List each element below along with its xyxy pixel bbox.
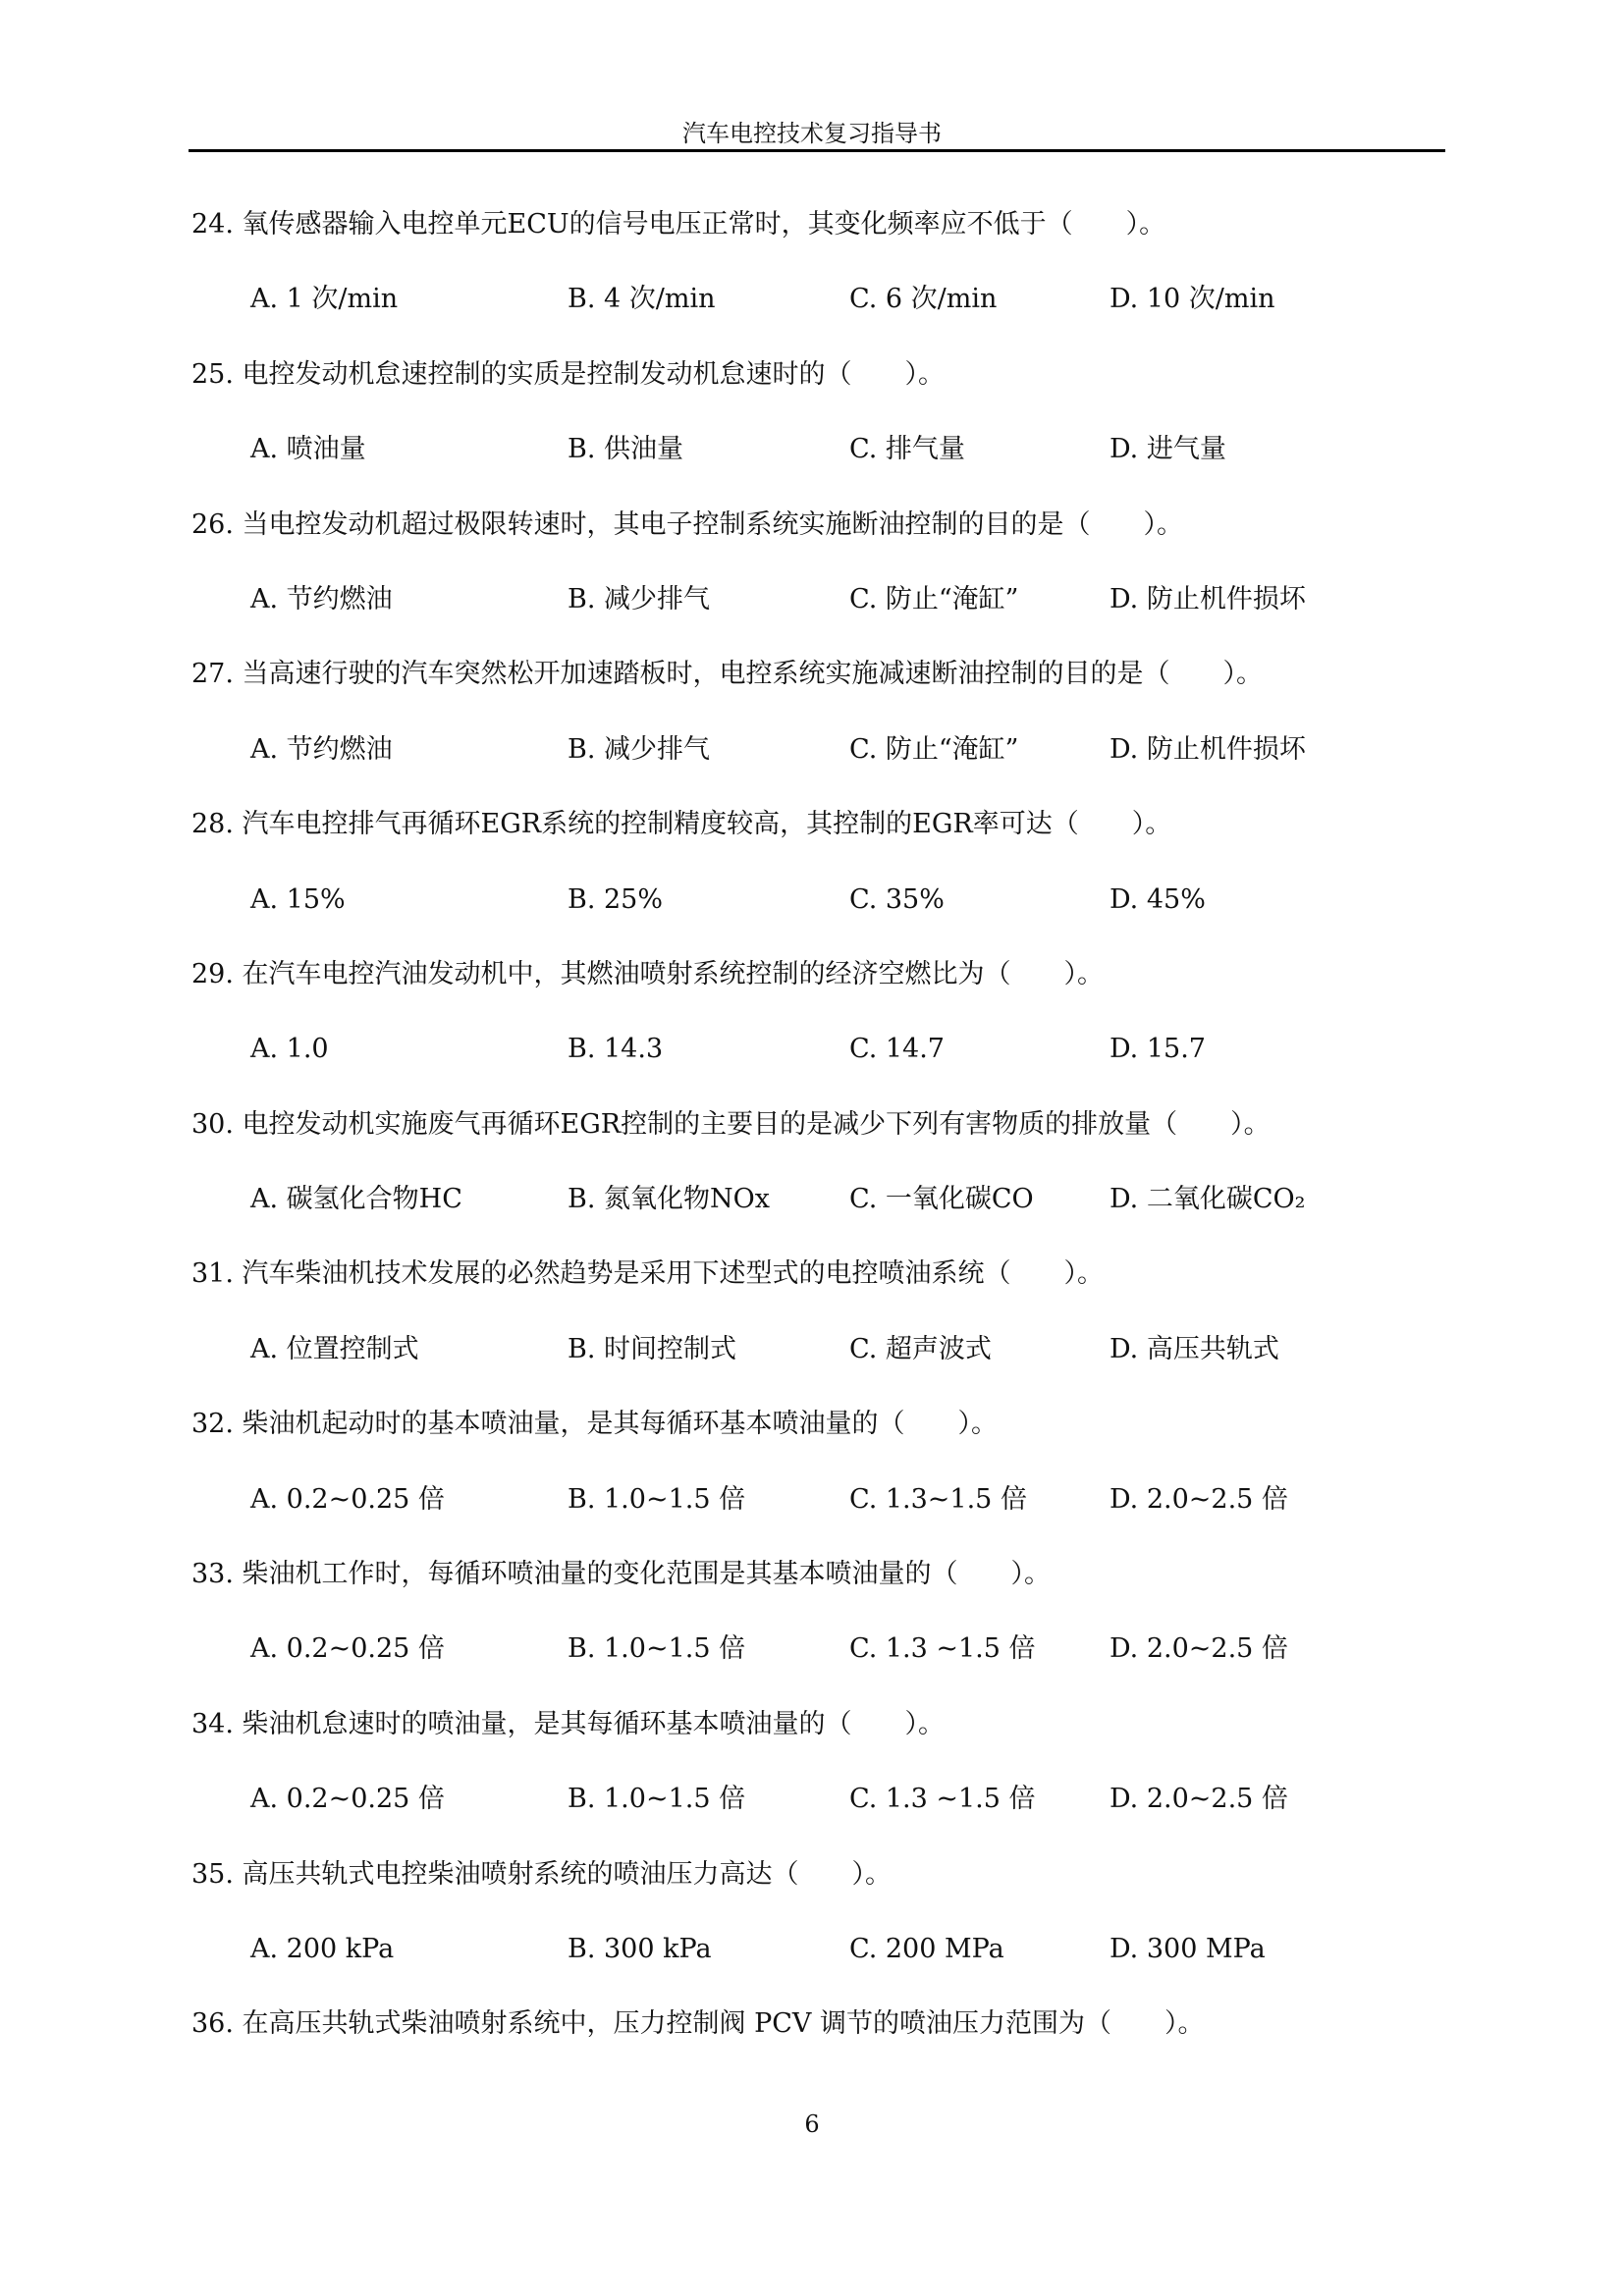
option-d: D. 300 MPa	[1110, 1933, 1266, 1964]
option-d: D. 防止机件损坏	[1110, 583, 1306, 614]
option-a: A. 0.2~0.25 倍	[250, 1784, 445, 1815]
option-d: D. 45%	[1110, 883, 1206, 915]
option-c: C. 1.3 ~1.5 倍	[849, 1784, 1036, 1815]
question-text: 25. 电控发动机怠速控制的实质是控制发动机怠速时的（ ）。	[191, 358, 946, 390]
option-c: C. 6 次/min	[849, 284, 998, 315]
option-d: D. 2.0~2.5 倍	[1110, 1784, 1288, 1815]
option-b: B. 25%	[568, 883, 664, 915]
option-b: B. 1.0~1.5 倍	[568, 1633, 746, 1665]
options-row	[191, 1162, 1468, 1237]
option-a: A. 200 kPa	[250, 1933, 395, 1964]
option-c: C. 200 MPa	[849, 1933, 1004, 1964]
option-d: D. 15.7	[1110, 1034, 1206, 1065]
question-text: 29. 在汽车电控汽油发动机中，其燃油喷射系统控制的经济空燃比为（ ）。	[191, 958, 1105, 989]
option-b: B. 300 kPa	[568, 1933, 712, 1964]
question-text: 31. 汽车柴油机技术发展的必然趋势是采用下述型式的电控喷油系统（ ）。	[191, 1258, 1105, 1290]
option-b: B. 氮氧化物NOx	[568, 1184, 770, 1215]
option-a: A. 节约燃油	[250, 583, 393, 614]
page-number: 6	[804, 2110, 820, 2138]
question-text: 28. 汽车电控排气再循环EGR系统的控制精度较高，其控制的EGR率可达（ ）。	[191, 809, 1172, 840]
option-c: C. 1.3 ~1.5 倍	[849, 1633, 1036, 1665]
options-row	[191, 562, 1468, 637]
option-c: C. 14.7	[849, 1034, 945, 1065]
option-a: A. 1 次/min	[250, 284, 399, 315]
option-c: C. 防止“淹缸”	[849, 583, 1019, 614]
option-d: D. 二氧化碳CO₂	[1110, 1184, 1306, 1215]
option-d: D. 10 次/min	[1110, 284, 1275, 315]
option-c: C. 防止“淹缸”	[849, 733, 1019, 765]
question-text: 26. 当电控发动机超过极限转速时，其电子控制系统实施断油控制的目的是（ ）。	[191, 508, 1184, 540]
question-text: 36. 在高压共轨式柴油喷射系统中，压力控制阀 PCV 调节的喷油压力范围为（ ）。	[191, 2008, 1205, 2040]
option-d: D. 防止机件损坏	[1110, 733, 1306, 765]
options-row	[191, 1762, 1468, 1837]
option-c: C. 一氧化碳CO	[849, 1184, 1034, 1215]
options-row	[191, 863, 1468, 937]
question-text: 34. 柴油机怠速时的喷油量，是其每循环基本喷油量的（ ）。	[191, 1708, 946, 1739]
option-a: A. 节约燃油	[250, 733, 393, 765]
option-c: C. 超声波式	[849, 1333, 992, 1364]
page-header-title: 汽车电控技术复习指导书	[682, 120, 942, 147]
option-b: B. 1.0~1.5 倍	[568, 1483, 746, 1515]
option-b: B. 1.0~1.5 倍	[568, 1784, 746, 1815]
options-row	[191, 713, 1468, 787]
option-a: A. 位置控制式	[250, 1333, 419, 1364]
option-c: C. 排气量	[849, 434, 965, 465]
option-a: A. 0.2~0.25 倍	[250, 1633, 445, 1665]
option-b: B. 4 次/min	[568, 284, 716, 315]
option-b: B. 供油量	[568, 434, 684, 465]
option-b: B. 时间控制式	[568, 1333, 737, 1364]
option-c: C. 35%	[849, 883, 945, 915]
option-a: A. 15%	[250, 883, 346, 915]
options-row	[191, 1312, 1468, 1387]
option-d: D. 2.0~2.5 倍	[1110, 1633, 1288, 1665]
options-row	[191, 1912, 1468, 1987]
options-row	[191, 1612, 1468, 1686]
question-text: 24. 氧传感器输入电控单元ECU的信号电压正常时，其变化频率应不低于（ ）。	[191, 209, 1166, 240]
options-row	[191, 412, 1468, 487]
option-a: A. 碳氢化合物HC	[250, 1184, 462, 1215]
option-c: C. 1.3~1.5 倍	[849, 1483, 1027, 1515]
question-text: 27. 当高速行驶的汽车突然松开加速踏板时，电控系统实施减速断油控制的目的是（ ）。	[191, 659, 1264, 690]
option-d: D. 高压共轨式	[1110, 1333, 1279, 1364]
option-a: A. 1.0	[250, 1034, 329, 1065]
option-a: A. 0.2~0.25 倍	[250, 1483, 445, 1515]
options-row	[191, 262, 1468, 337]
question-text: 32. 柴油机起动时的基本喷油量，是其每循环基本喷油量的（ ）。	[191, 1409, 999, 1440]
option-a: A. 喷油量	[250, 434, 366, 465]
header-rule	[189, 149, 1445, 152]
option-d: D. 进气量	[1110, 434, 1226, 465]
question-text: 30. 电控发动机实施废气再循环EGR控制的主要目的是减少下列有害物质的排放量（ ）。	[191, 1108, 1271, 1140]
options-row	[191, 1012, 1468, 1087]
option-b: B. 减少排气	[568, 733, 711, 765]
option-b: B. 14.3	[568, 1034, 664, 1065]
question-text: 35. 高压共轨式电控柴油喷射系统的喷油压力高达（ ）。	[191, 1858, 893, 1890]
option-d: D. 2.0~2.5 倍	[1110, 1483, 1288, 1515]
options-row	[191, 1463, 1468, 1537]
question-list	[191, 187, 1468, 2062]
question-text: 33. 柴油机工作时，每循环喷油量的变化范围是其基本喷油量的（ ）。	[191, 1559, 1052, 1590]
option-b: B. 减少排气	[568, 583, 711, 614]
